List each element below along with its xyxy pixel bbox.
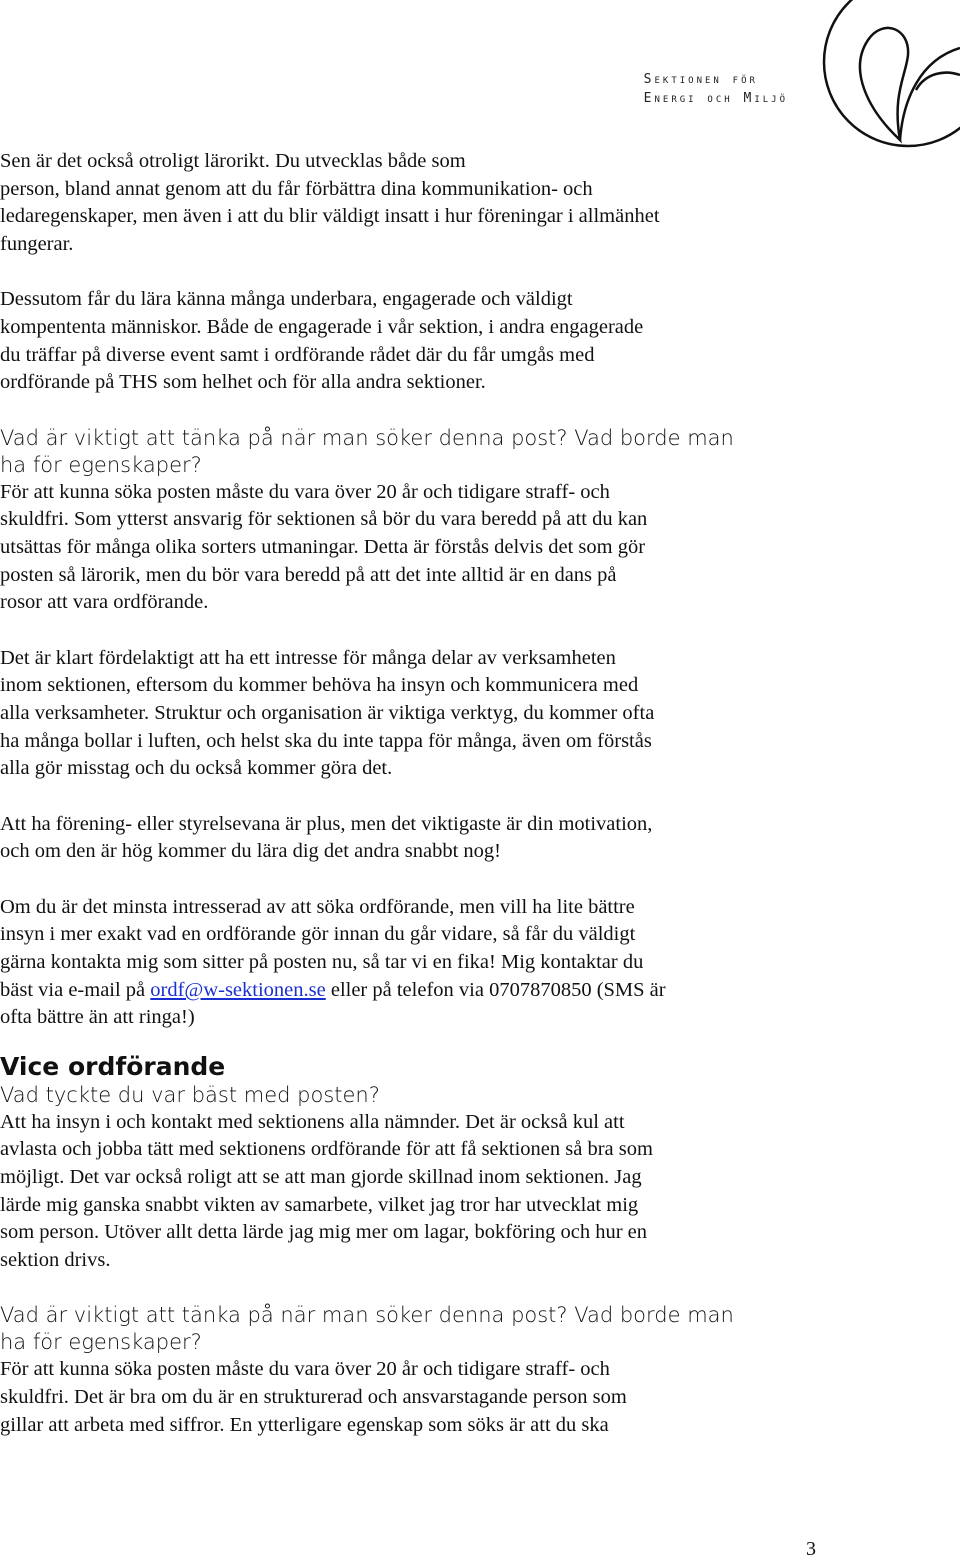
contact-text-before: Om du är det minsta intresserad av att söka ordförande, men vill ha lite bättre insyn i mer exakt vad en ordförande gör innan du går vidare, så får du väldigt gärna kontakta mig som sitter på posten nu, så tar vi en fika! Mig kontaktar du bäst via e-mail på: [0, 895, 644, 1001]
paragraph: Det är klart fördelaktigt att ha ett intresse för många delar av verksamheten inom sektionen, eftersom du kommer behöva ha insyn och kommunicera med alla verksamheter. Struktur och organisation är viktiga verktyg, du kommer ofta ha många bollar i luften, och helst ska du inte tappa för många, även om förstås alla gör misstag och du också kommer göra det.: [0, 646, 655, 780]
paragraph: Sen är det också otroligt lärorikt. Du utvecklas både som person, bland annat genom att du får förbättra dina kommunikation- och ledaregenskaper, men även i att du blir väldigt insatt i hur föreningar i allmänhet fungerar.: [0, 150, 660, 255]
header-org-name: [644, 70, 788, 108]
paragraph: Att ha insyn i och kontakt med sektionens alla nämnder. Det är också kul att avlasta och jobba tätt med sektionens ordförande för att få sektionen så bra som möjligt. Det var också roligt att se att man gjorde skillnad inom sektionen. Jag lärde mig ganska snabbt vikten av samarbete, vilket jag tror har utvecklat mig som person. Utöver allt detta lärde jag mig mer om lagar, bokföring och hur en sektion drivs.: [0, 1110, 653, 1271]
question-heading: Vad tyckte du var bäst med posten?: [0, 1082, 380, 1107]
question-heading: Vad är viktigt att tänka på när man söker denna post? Vad borde man ha för egenskaper?: [0, 425, 734, 477]
org-name-line2: Energi och Miljö: [643, 91, 788, 106]
heart-leaf-circle-logo-icon: [808, 0, 960, 152]
paragraph-contact: [0, 894, 820, 1032]
page-number: 3: [806, 1538, 816, 1560]
paragraph: För att kunna söka posten måste du vara över 20 år och tidigare straff- och skuldfri. Det är bra om du är en strukturerad och ansvarstagande person som gillar att arbeta med siffror. En ytterligare egenskap som söks är att du ska: [0, 1358, 627, 1436]
contact-text-after: eller på telefon via 0707870850 (SMS är ofta bättre än att ringa!): [0, 978, 666, 1029]
email-link[interactable]: ordf@w-sektionen.se: [150, 978, 326, 1001]
section-title: Vice ordförande: [0, 1051, 226, 1081]
paragraph: För att kunna söka posten måste du vara över 20 år och tidigare straff- och skuldfri. Som ytterst ansvarig för sektionen så bör du vara beredd på att du kan utsättas för många olika sorters utmaningar. Detta är förstås delvis det som gör posten så lärorik, men du bör vara beredd på att det inte alltid är en dans på rosor att vara ordförande.: [0, 480, 648, 614]
document-body: [0, 148, 820, 1467]
paragraph: Att ha förening- eller styrelsevana är plus, men det viktigaste är din motivation, och om den är hög kommer du lära dig det andra snabbt nog!: [0, 812, 653, 863]
question-heading: Vad är viktigt att tänka på när man söker denna post? Vad borde man ha för egenskaper?: [0, 1303, 734, 1355]
org-name-line1: Sektionen för: [643, 72, 758, 87]
paragraph: Dessutom får du lära känna många underbara, engagerade och väldigt kompententa människor. Både de engagerade i vår sektion, i andra engagerade du träffar på diverse event samt i ordförande rådet där du får umgås med ordförande på THS som helhet och för alla andra sektioner.: [0, 288, 644, 394]
